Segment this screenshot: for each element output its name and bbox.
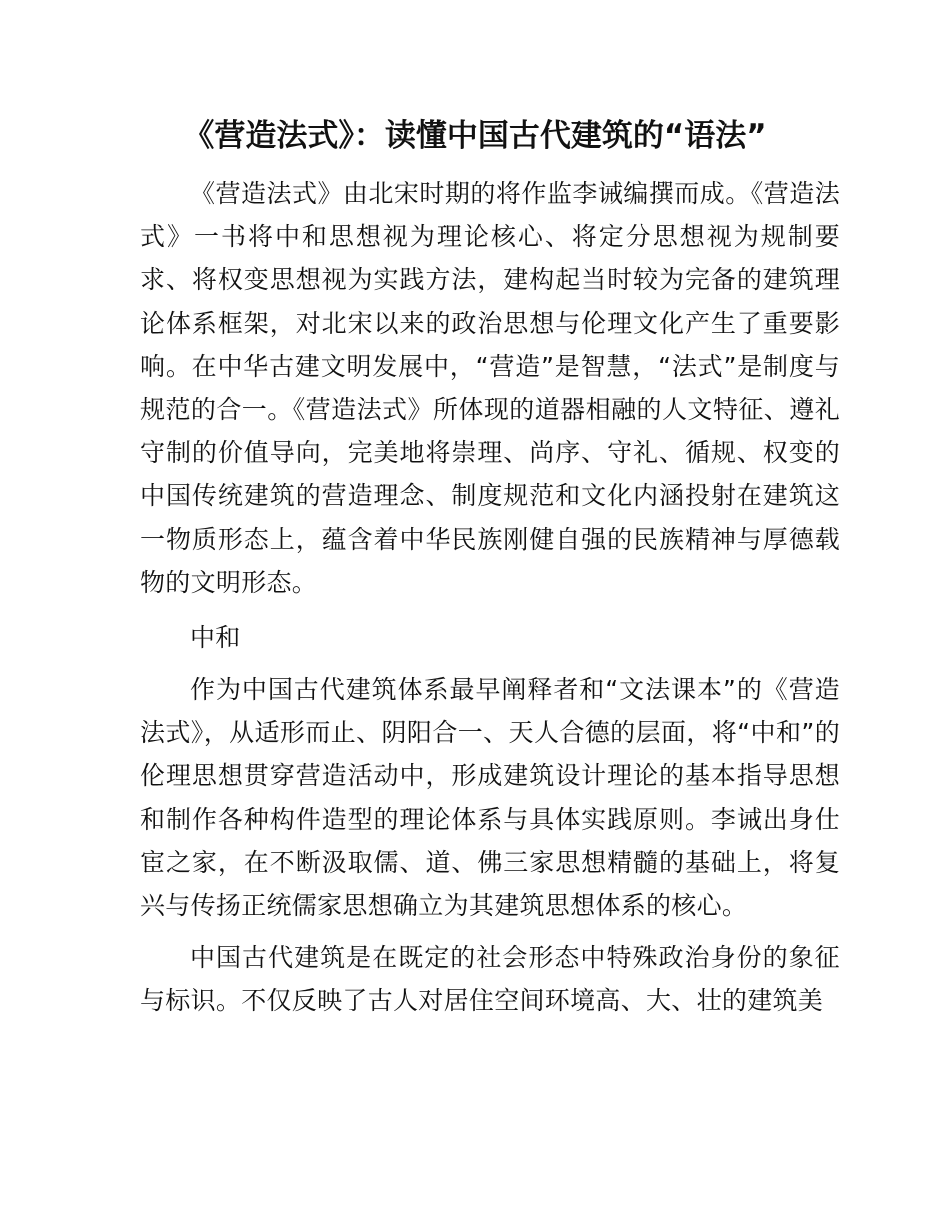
zhonghe-paragraph-2: 中国古代建筑是在既定的社会形态中特殊政治身份的象征与标识。不仅反映了古人对居住空间环境高、大、壮的建筑美 xyxy=(140,943,840,1016)
intro-paragraph: 《营造法式》由北宋时期的将作监李诫编撰而成。《营造法式》一书将中和思想视为理论核心、将定分思想视为规制要求、将权变思想视为实践方法，建构起当时较为完备的建筑理论体系框架，对北宋以来的政治思想与伦理文化产生了重要影响。在中华古建文明发展中，“营造”是智慧，“法式”是制度与规范的合一。《营造法式》所体现的道器相融的人文特征、遵礼守制的价值导向，完美地将崇理、尚序、守礼、循规、权变的中国传统建筑的营造理念、制度规范和文化内涵投射在建筑这一物质形态上，蕴含着中华民族刚健自强的民族精神与厚德载物的文明形态。 xyxy=(140,179,840,597)
zhonghe-paragraph-1: 作为中国古代建筑体系最早阐释者和“文法课本”的《营造法式》，从适形而止、阴阳合一、天人合德的层面，将“中和”的伦理思想贯穿营造活动中，形成建筑设计理论的基本指导思想和制作各种构件造型的理论体系与具体实践原则。李诫出身仕宦之家，在不断汲取儒、道、佛三家思想精髓的基础上，将复兴与传扬正统儒家思想确立为其建筑思想体系的核心。 xyxy=(140,675,840,921)
document-title: 《营造法式》：读懂中国古代建筑的“语法” xyxy=(183,118,767,154)
section-heading-zhonghe: 中和 xyxy=(190,623,241,652)
